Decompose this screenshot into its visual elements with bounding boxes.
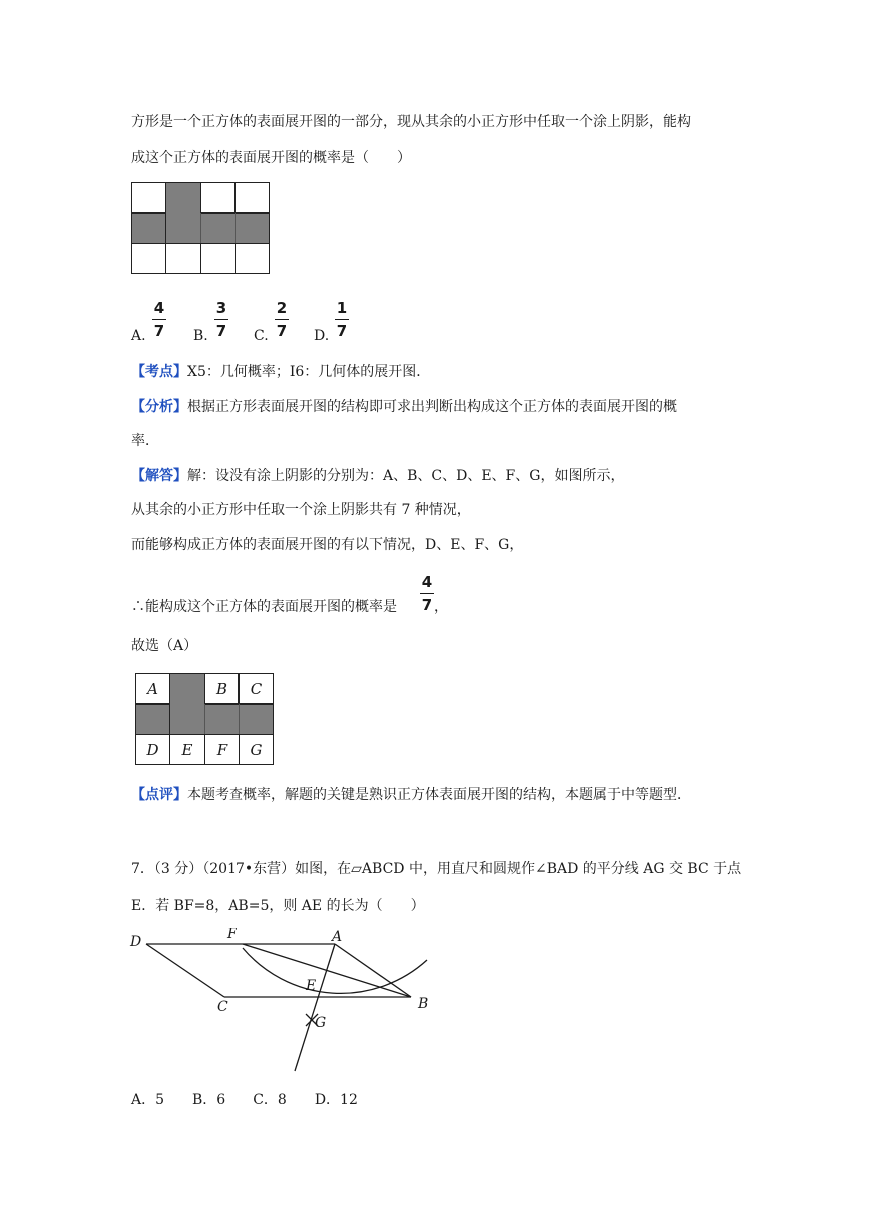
fraction-numerator: 3 (215, 299, 227, 317)
cell-label: F (216, 740, 228, 759)
fenxi-text: 根据正方形表面展开图的结构即可求出判断出构成这个正方体的表面展开图的概 (187, 399, 677, 415)
option-a (131, 300, 191, 350)
solution-line-4-end: ， (434, 599, 448, 615)
option-fraction (275, 300, 289, 339)
q7-text-line-2: E．若 BF=8，AB=5，则 AE 的长为（ ） (131, 898, 425, 914)
jieda-line (131, 466, 624, 486)
label-f: F (227, 928, 237, 942)
cell-f (204, 734, 240, 765)
cell-b (204, 673, 239, 704)
solution-fraction (420, 574, 434, 613)
label-a: A (332, 929, 343, 945)
label-b: B (418, 996, 429, 1012)
option-fraction (335, 300, 349, 339)
option-letter: C. (254, 328, 269, 344)
cell-label: G (250, 740, 263, 759)
segment-cd (146, 944, 224, 997)
shaded-column (169, 673, 205, 735)
jieda-tag: 【解答】 (131, 468, 187, 484)
fraction-denominator: 7 (276, 322, 288, 340)
fraction-numerator: 1 (336, 299, 348, 317)
cell-label: C (250, 679, 263, 698)
cell-label: A (147, 679, 158, 698)
fraction-bar (335, 319, 349, 320)
fraction-denominator: 7 (215, 322, 227, 340)
option-c (254, 300, 314, 350)
arc-center-a (243, 948, 427, 993)
cell-d (135, 734, 170, 765)
fraction-bar (275, 319, 289, 320)
option-b (193, 300, 253, 350)
q7-text-line-1: 7．（3 分）（2017•东营）如图，在▱ABCD 中，用直尺和圆规作∠BAD 的平分线 AG 交 BC 于点 (131, 861, 742, 877)
label-e: E (306, 978, 317, 994)
fraction-denominator: 7 (421, 596, 433, 614)
label-c: C (217, 999, 228, 1015)
fraction-numerator: 4 (421, 573, 433, 591)
q6-text-line-1: 方形是一个正方体的表面展开图的一部分，现从其余的小正方形中任取一个涂上阴影，能构 (131, 114, 691, 130)
net-figure-1 (131, 182, 270, 274)
dianping-line (131, 785, 691, 805)
cell-a (135, 673, 170, 704)
label-g: G (315, 1015, 327, 1031)
solution-line-4 (131, 597, 397, 617)
cell-c (239, 673, 274, 704)
fraction-bar (420, 593, 434, 594)
option-letter: A. (131, 328, 146, 344)
cell-label: D (146, 740, 159, 759)
bisector-ag (295, 944, 335, 1071)
net-figure-2 (135, 673, 274, 765)
fraction-denominator: 7 (153, 322, 165, 340)
kaodian-line (131, 362, 430, 382)
dianping-text: 本题考查概率，解题的关键是熟识正方体表面展开图的结构，本题属于中等题型． (187, 787, 691, 803)
solution-line-5: 故选（A） (131, 638, 198, 654)
fenxi-line-2: 率． (131, 433, 159, 449)
jieda-text: 解：设没有涂上阴影的分别为：A、B、C、D、E、F、G，如图所示， (187, 468, 625, 484)
solution-line-3: 而能够构成正方体的表面展开图的有以下情况，D、E、F、G， (131, 537, 524, 553)
cell-e (169, 734, 205, 765)
q7-answer-options: A．5 B．6 C．8 D．12 (131, 1092, 358, 1108)
fraction-numerator: 4 (153, 299, 165, 317)
fraction-bar (152, 319, 166, 320)
label-d: D (130, 934, 142, 950)
cell-label: E (181, 740, 193, 759)
option-fraction (214, 300, 228, 339)
cell-g (239, 734, 274, 765)
dianping-tag: 【点评】 (131, 787, 187, 803)
fraction-bar (214, 319, 228, 320)
option-fraction (152, 300, 166, 339)
fenxi-line (131, 397, 677, 417)
option-letter: D. (314, 328, 330, 344)
solution-line-4-text: ∴能构成这个正方体的表面展开图的概率是 (131, 599, 397, 615)
kaodian-tag: 【考点】 (131, 364, 187, 380)
cell-label: B (215, 679, 228, 698)
parallelogram-figure (128, 928, 438, 1078)
kaodian-text: X5：几何概率；I6：几何体的展开图． (187, 364, 431, 380)
q6-text-line-2: 成这个正方体的表面展开图的概率是（ ） (131, 150, 411, 166)
option-letter: B. (193, 328, 208, 344)
fraction-denominator: 7 (336, 322, 348, 340)
option-d (314, 300, 374, 350)
fraction-numerator: 2 (276, 299, 288, 317)
solution-line-2: 从其余的小正方形中任取一个涂上阴影共有 7 种情况， (131, 502, 471, 518)
fenxi-tag: 【分析】 (131, 399, 187, 415)
